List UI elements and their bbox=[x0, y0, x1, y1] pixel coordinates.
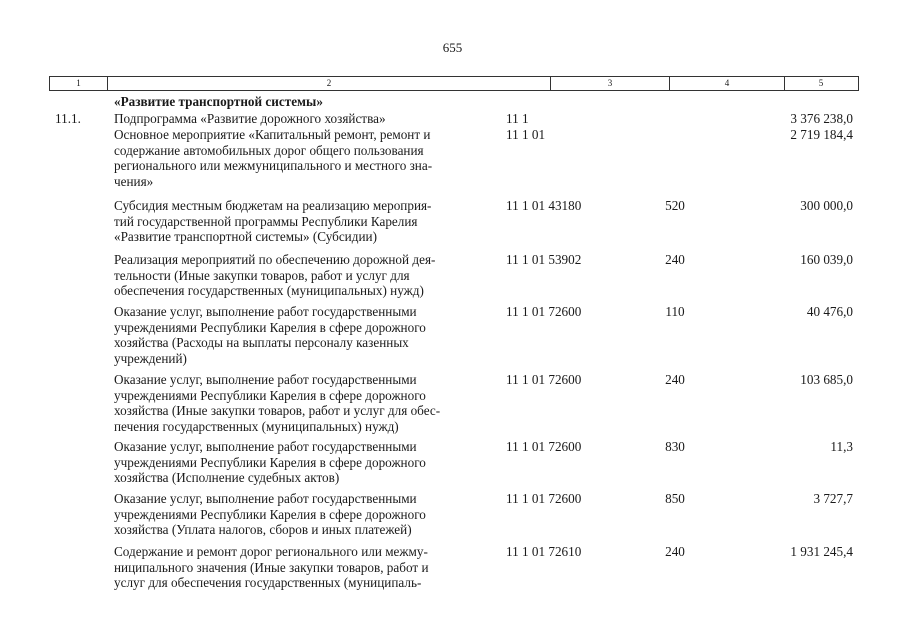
row-code: 11 1 01 72600 bbox=[506, 439, 582, 454]
row-expense-type: 240 bbox=[665, 372, 685, 387]
row-number: 11.1. bbox=[55, 111, 81, 126]
row-name bbox=[114, 127, 494, 189]
row-name-line: услуг для обеспечения государственных (муниципаль- bbox=[114, 575, 422, 590]
row-expense-type: 850 bbox=[665, 491, 685, 506]
row-code: 11 1 01 43180 bbox=[506, 198, 582, 213]
row-name-line: учреждениями Республики Карелия в сфере дорожного bbox=[114, 454, 426, 470]
row-name bbox=[114, 439, 494, 486]
row-name-line: учреждениями Республики Карелия в сфере дорожного bbox=[114, 506, 426, 522]
row-name-line: Основное мероприятие «Капитальный ремонт, ремонт и bbox=[114, 127, 431, 142]
row-name bbox=[114, 544, 494, 591]
row-name bbox=[114, 94, 494, 110]
row-name-line: хозяйства (Исполнение судебных актов) bbox=[114, 470, 340, 485]
row-name-line: Реализация мероприятий по обеспечению дорожной дея- bbox=[114, 252, 436, 267]
row-amount: 1 931 245,4 bbox=[790, 544, 853, 559]
row-name bbox=[114, 304, 494, 366]
row-expense-type: 110 bbox=[665, 304, 685, 319]
row-code: 11 1 01 72600 bbox=[506, 491, 582, 506]
page-number: 655 bbox=[442, 40, 463, 55]
row-name-line: Оказание услуг, выполнение работ государственными bbox=[114, 439, 417, 454]
row-amount: 3 376 238,0 bbox=[790, 111, 853, 126]
header-col-1: 1 bbox=[50, 77, 108, 90]
row-amount: 2 719 184,4 bbox=[790, 127, 853, 142]
row-expense-type: 240 bbox=[665, 252, 685, 267]
row-expense-type: 830 bbox=[665, 439, 685, 454]
row-name-line: учреждениями Республики Карелия в сфере дорожного bbox=[114, 319, 426, 335]
row-name-line: хозяйства (Уплата налогов, сборов и иных платежей) bbox=[114, 522, 412, 537]
row-amount: 103 685,0 bbox=[800, 372, 853, 387]
row-name bbox=[114, 372, 494, 434]
row-name-line: чения» bbox=[114, 173, 154, 189]
row-name-line: тельности (Иные закупки товаров, работ и услуг для bbox=[114, 267, 410, 283]
row-code: 11 1 01 53902 bbox=[506, 252, 582, 267]
row-name-line: содержание автомобильных дорог общего пользования bbox=[114, 142, 424, 158]
row-name-line: Оказание услуг, выполнение работ государственными bbox=[114, 372, 417, 387]
row-expense-type: 520 bbox=[665, 198, 685, 213]
row-name bbox=[114, 491, 494, 538]
row-name-line: хозяйства (Иные закупки товаров, работ и услуг для обес- bbox=[114, 403, 441, 418]
row-code: 11 1 01 72610 bbox=[506, 544, 582, 559]
row-amount: 160 039,0 bbox=[800, 252, 853, 267]
row-name-line: печения государственных (муниципальных) нужд) bbox=[114, 418, 399, 434]
row-name-line: учреждениями Республики Карелия в сфере дорожного bbox=[114, 387, 426, 403]
header-col-2: 2 bbox=[108, 77, 551, 90]
row-name bbox=[114, 252, 494, 299]
row-name-line: обеспечения государственных (муниципальных) нужд) bbox=[114, 283, 424, 298]
row-name-line: Оказание услуг, выполнение работ государственными bbox=[114, 304, 417, 319]
row-amount: 40 476,0 bbox=[806, 304, 853, 319]
row-code: 11 1 01 72600 bbox=[506, 304, 582, 319]
row-code: 11 1 01 72600 bbox=[506, 372, 582, 387]
row-name-line: Содержание и ремонт дорог регионального или межму- bbox=[114, 544, 428, 559]
row-name-line: ниципального значения (Иные закупки товаров, работ и bbox=[114, 559, 429, 575]
header-col-5: 5 bbox=[818, 78, 824, 88]
row-name-line: «Развитие транспортной системы» bbox=[114, 94, 323, 109]
row-amount: 3 727,7 bbox=[813, 491, 853, 506]
row-code: 11 1 bbox=[506, 111, 529, 126]
row-name-line: тий государственной программы Республики Карелия bbox=[114, 213, 418, 229]
row-code: 11 1 01 bbox=[506, 127, 546, 142]
row-name bbox=[114, 198, 494, 245]
row-name-line: хозяйства (Расходы на выплаты персоналу казенных bbox=[114, 335, 409, 350]
row-name-line: «Развитие транспортной системы» (Субсидии) bbox=[114, 229, 377, 244]
row-expense-type: 240 bbox=[665, 544, 685, 559]
row-name bbox=[114, 111, 494, 127]
row-name-line: Субсидия местным бюджетам на реализацию мероприя- bbox=[114, 198, 432, 213]
header-col-4: 4 bbox=[670, 77, 785, 90]
table-header bbox=[49, 76, 859, 91]
row-name-line: Подпрограмма «Развитие дорожного хозяйства» bbox=[114, 111, 386, 126]
row-name-line: Оказание услуг, выполнение работ государственными bbox=[114, 491, 417, 506]
header-col-3: 3 bbox=[551, 77, 670, 90]
row-name-line: учреждений) bbox=[114, 350, 187, 366]
row-amount: 11,3 bbox=[830, 439, 853, 454]
row-amount: 300 000,0 bbox=[800, 198, 853, 213]
row-name-line: регионального или межмуниципального и местного зна- bbox=[114, 158, 433, 173]
